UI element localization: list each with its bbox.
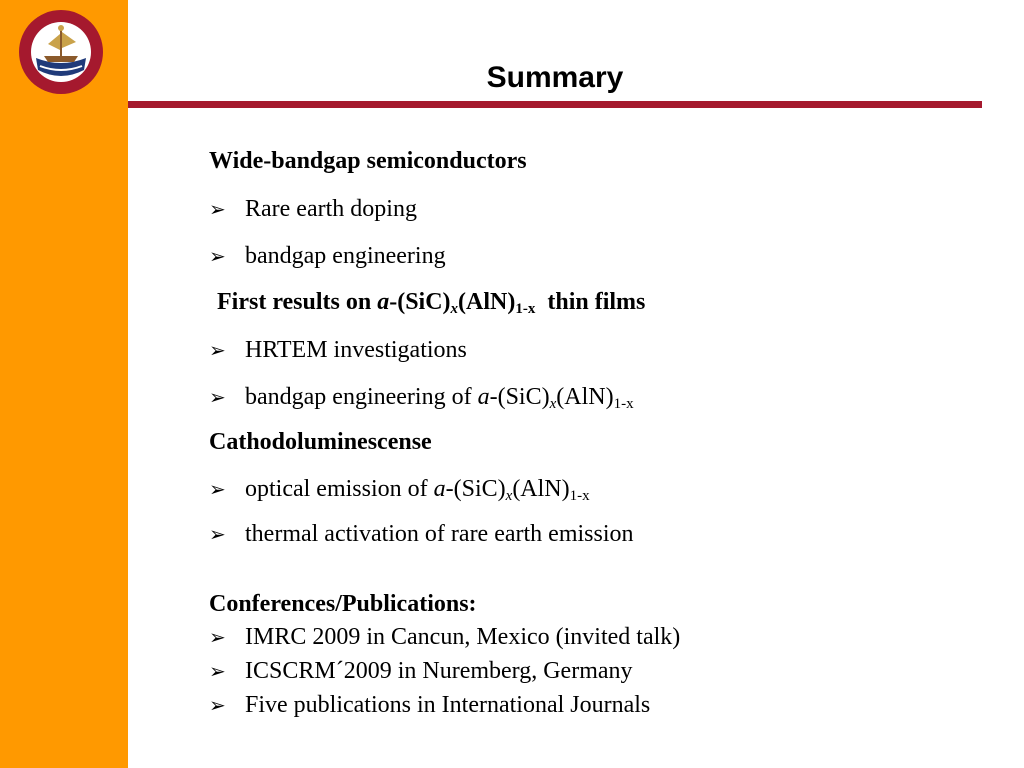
bullet-imrc: ➢ IMRC 2009 in Cancun, Mexico (invited talk) <box>209 624 681 650</box>
arrow-bullet-icon: ➢ <box>209 385 226 409</box>
section-heading-wide-bandgap: Wide-bandgap semiconductors <box>209 148 527 174</box>
arrow-bullet-icon: ➢ <box>209 693 226 717</box>
bullet-bandgap-engineering-of: ➢ bandgap engineering of $a-(SiC)_x(AlN)_{1-x}$ <box>209 384 634 412</box>
bullet-optical-emission: ➢ optical emission of $a-(SiC)_x(AlN)_{1-x}$ <box>209 476 590 504</box>
university-seal-logo <box>16 8 106 96</box>
bullet-bandgap-engineering: ➢ bandgap engineering <box>209 243 446 269</box>
arrow-bullet-icon: ➢ <box>209 338 226 362</box>
section-heading-first-results: First results on $a-(SiC)_x(AlN)_{1-x}$ thin films <box>217 289 646 317</box>
arrow-bullet-icon: ➢ <box>209 659 226 683</box>
slide-title: Summary <box>486 61 624 94</box>
arrow-bullet-icon: ➢ <box>209 522 226 546</box>
section-heading-conferences: Conferences/Publications: <box>209 591 477 617</box>
bullet-icscrm: ➢ ICSCRM´2009 in Nuremberg, Germany <box>209 658 633 684</box>
arrow-bullet-icon: ➢ <box>209 244 226 268</box>
bullet-thermal-activation: ➢ thermal activation of rare earth emission <box>209 521 634 547</box>
sidebar <box>0 0 128 768</box>
title-rule <box>128 101 982 108</box>
bullet-rare-earth-doping: ➢ Rare earth doping <box>209 196 417 222</box>
section-heading-cathodoluminescense: Cathodoluminescense <box>209 429 432 455</box>
arrow-bullet-icon: ➢ <box>209 625 226 649</box>
arrow-bullet-icon: ➢ <box>209 477 226 501</box>
bullet-publications: ➢ Five publications in International Journals <box>209 692 651 718</box>
bullet-hrtem: ➢ HRTEM investigations <box>209 337 467 363</box>
arrow-bullet-icon: ➢ <box>209 197 226 221</box>
